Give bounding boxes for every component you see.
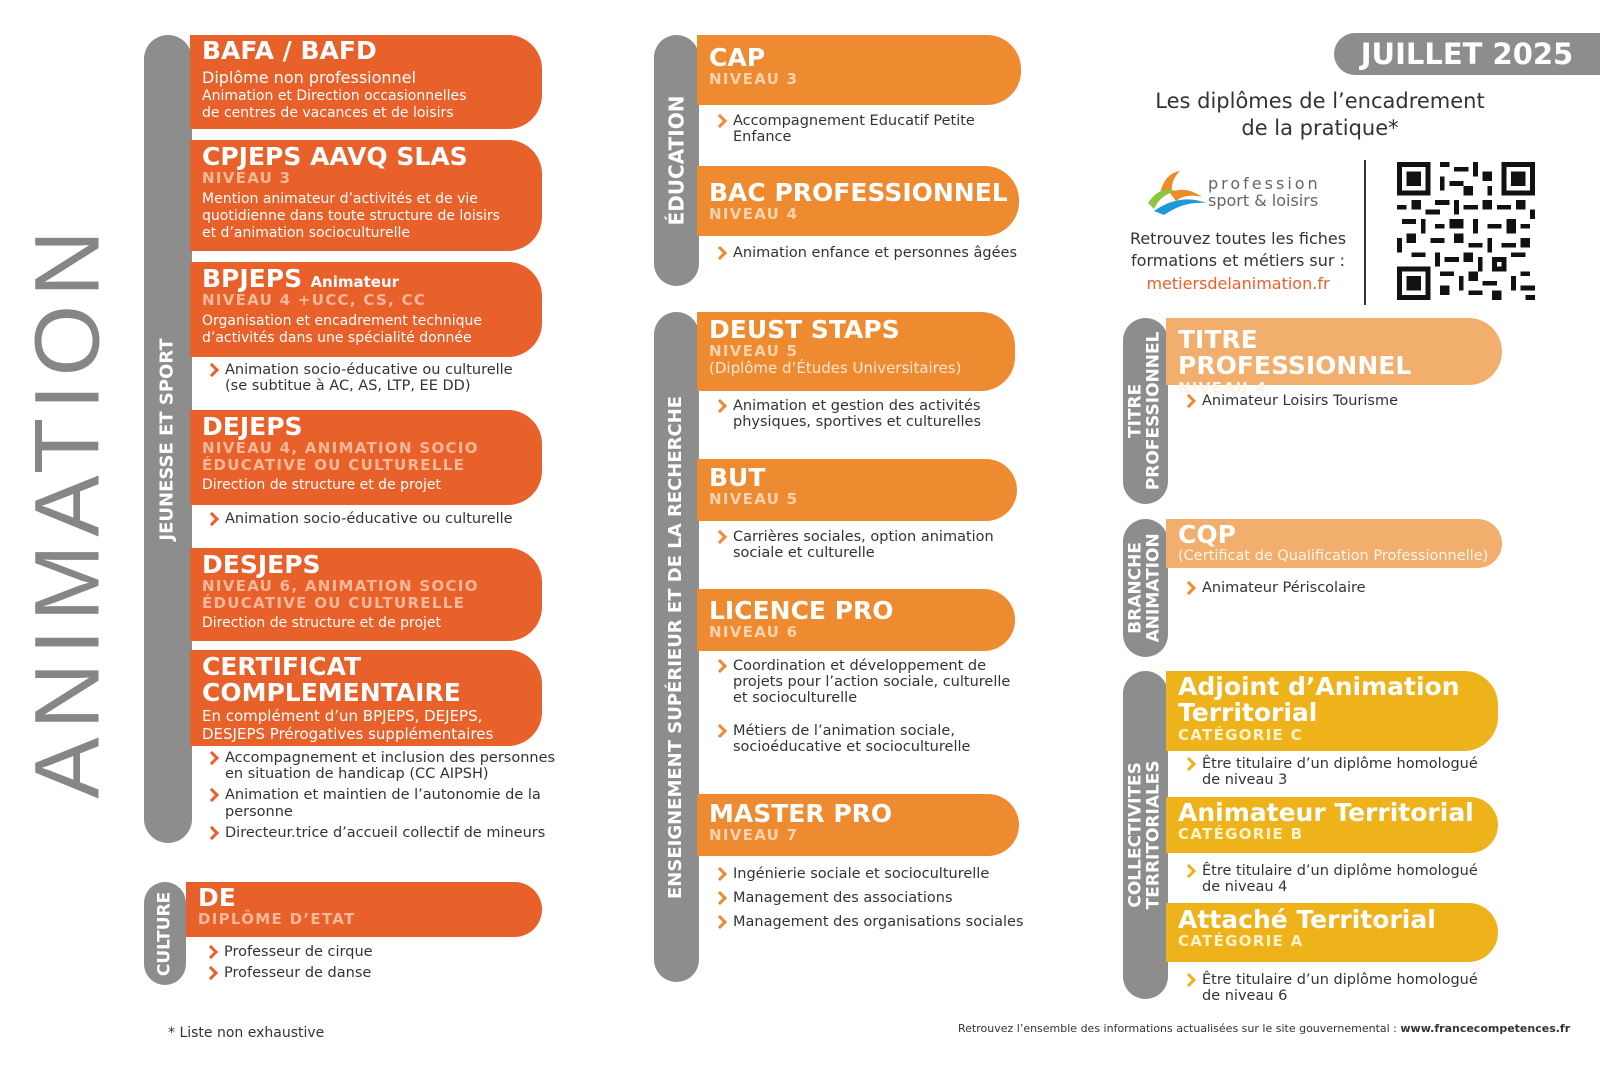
francecompetences-link[interactable]: www.francecompetences.fr	[1400, 1022, 1571, 1035]
list-titre-professionnel	[1182, 393, 1482, 414]
list-dejeps	[205, 511, 555, 532]
card-master: MASTER PRO NIVEAU 7	[697, 794, 1019, 856]
card-certificat: CERTIFICAT COMPLEMENTAIRE En complément d’un BPJEPS, DEJEPS, DESJEPS Prérogatives supplémentaires	[190, 650, 542, 746]
intro-text: Les diplômes de l’encadrement de la pratique*	[1155, 89, 1485, 141]
list-item: Management des associations	[713, 890, 1043, 906]
list-item: Animation socio-éducative ou culturelle	[205, 511, 555, 527]
logo-text: profession sport & loisirs	[1208, 174, 1321, 210]
list-deust	[713, 398, 1013, 435]
date-badge: JUILLET 2025	[1334, 33, 1600, 75]
list-item: Animateur Loisirs Tourisme	[1182, 393, 1482, 409]
list-item: Accompagnement Educatif Petite Enfance	[713, 113, 1013, 145]
list-item: Management des organisations sociales	[713, 914, 1043, 930]
list-item: Animation socio-éducative ou culturelle (se subtitue à AC, AS, LTP, EE DD)	[205, 362, 555, 394]
section-bar-titre-professionnel: TITRE PROFESSIONNEL	[1123, 318, 1168, 504]
list-item: Animation et maintien de l’autonomie de la personne	[205, 787, 563, 819]
list-item: Carrières sociales, option animation sociale et culturelle	[713, 529, 1013, 561]
metiers-link[interactable]: metiersdelanimation.fr	[1146, 273, 1330, 293]
list-item: Coordination et développement de projets pour l’action sociale, culturelle et socioculturelle	[713, 658, 1029, 707]
list-item: Professeur de cirque	[204, 944, 544, 960]
list-item: Être titulaire d’un diplôme homologué de niveau 4	[1182, 863, 1492, 895]
card-cpjeps: CPJEPS AAVQ SLAS NIVEAU 3 Mention animateur d’activités et de vie quotidienne dans toute structure de loisirs et d’animation socioculturelle	[190, 140, 542, 251]
card-adjoint-animation: Adjoint d’Animation Territorial CATÉGORIE C	[1166, 671, 1498, 751]
card-but: BUT NIVEAU 5	[697, 459, 1017, 521]
list-cqp	[1182, 580, 1482, 601]
card-titre-professionnel: TITRE PROFESSIONNEL NIVEAU 4	[1166, 318, 1502, 385]
list-item: Accompagnement et inclusion des personnes en situation de handicap (CC AIPSH)	[205, 750, 563, 782]
list-master	[713, 866, 1043, 936]
info-text: Retrouvez toutes les fiches formations et métiers sur : metiersdelanimation.fr	[1129, 229, 1347, 293]
card-cap: CAP NIVEAU 3	[697, 35, 1021, 105]
list-but	[713, 529, 1013, 566]
section-bar-collectivites-territoriales: COLLECTIVITES TERRITORIALES	[1123, 671, 1168, 999]
card-desjeps: DESJEPS NIVEAU 6, ANIMATION SOCIO ÉDUCATIVE OU CULTURELLE Direction de structure et de projet	[190, 548, 542, 641]
card-licence: LICENCE PRO NIVEAU 6	[697, 589, 1015, 651]
gov-footer: Retrouvez l’ensemble des informations actualisées sur le site gouvernemental : www.francecompetences.fr	[958, 1022, 1571, 1035]
page-title: ANIMATION	[16, 221, 119, 799]
section-bar-enseignement-superieur: ENSEIGNEMENT SUPÉRIEUR ET DE LA RECHERCHE	[654, 312, 699, 982]
section-bar-branche-animation: BRANCHE ANIMATION	[1123, 519, 1168, 657]
list-item: Animateur Périscolaire	[1182, 580, 1482, 596]
card-bpjeps: BPJEPS Animateur NIVEAU 4 +UCC, CS, CC Organisation et encadrement technique d’activités dans une spécialité donnée	[190, 262, 542, 357]
list-item: Animation et gestion des activités physiques, sportives et culturelles	[713, 398, 1013, 430]
section-bar-jeunesse-sport: JEUNESSE ET SPORT	[144, 35, 192, 843]
list-item: Directeur.trice d’accueil collectif de mineurs	[205, 825, 563, 841]
card-dejeps: DEJEPS NIVEAU 4, ANIMATION SOCIO ÉDUCATIVE OU CULTURELLE Direction de structure et de projet	[190, 410, 542, 505]
list-item: Être titulaire d’un diplôme homologué de niveau 6	[1182, 972, 1492, 1004]
list-item: Animation enfance et personnes âgées	[713, 245, 1033, 261]
list-item: Professeur de danse	[204, 965, 544, 981]
footnote: * Liste non exhaustive	[168, 1025, 325, 1041]
list-bacpro	[713, 245, 1033, 266]
divider	[1364, 160, 1366, 305]
list-attache-territorial	[1182, 972, 1492, 1009]
list-cap	[713, 113, 1013, 150]
list-de	[204, 944, 544, 986]
card-cqp: CQP (Certificat de Qualification Professionnelle)	[1166, 519, 1502, 568]
list-item: Être titulaire d’un diplôme homologué de niveau 3	[1182, 756, 1492, 788]
list-adjoint-animation	[1182, 756, 1492, 793]
card-animateur-territorial: Animateur Territorial CATÉGORIE B	[1166, 797, 1498, 853]
card-deust: DEUST STAPS NIVEAU 5 (Diplôme d’Études Universitaires)	[697, 312, 1015, 391]
list-certificat	[205, 750, 563, 846]
card-attache-territorial: Attaché Territorial CATÉGORIE A	[1166, 903, 1498, 962]
list-animateur-territorial	[1182, 863, 1492, 900]
card-bacpro: BAC PROFESSIONNEL NIVEAU 4	[697, 166, 1019, 236]
list-item: Métiers de l’animation sociale, socioéducative et socioculturelle	[713, 723, 1029, 755]
qr-code[interactable]	[1397, 162, 1535, 300]
list-bpjeps	[205, 362, 555, 399]
card-bafa: BAFA / BAFD Diplôme non professionnel Animation et Direction occasionnelles de centres de vacances et de loisirs	[190, 35, 542, 129]
list-licence	[713, 658, 1029, 760]
list-item: Ingénierie sociale et socioculturelle	[713, 866, 1043, 882]
section-bar-education: ÉDUCATION	[654, 35, 699, 286]
section-bar-culture: CULTURE	[144, 882, 186, 985]
card-de: DE DIPLÔME D’ETAT	[186, 882, 542, 937]
